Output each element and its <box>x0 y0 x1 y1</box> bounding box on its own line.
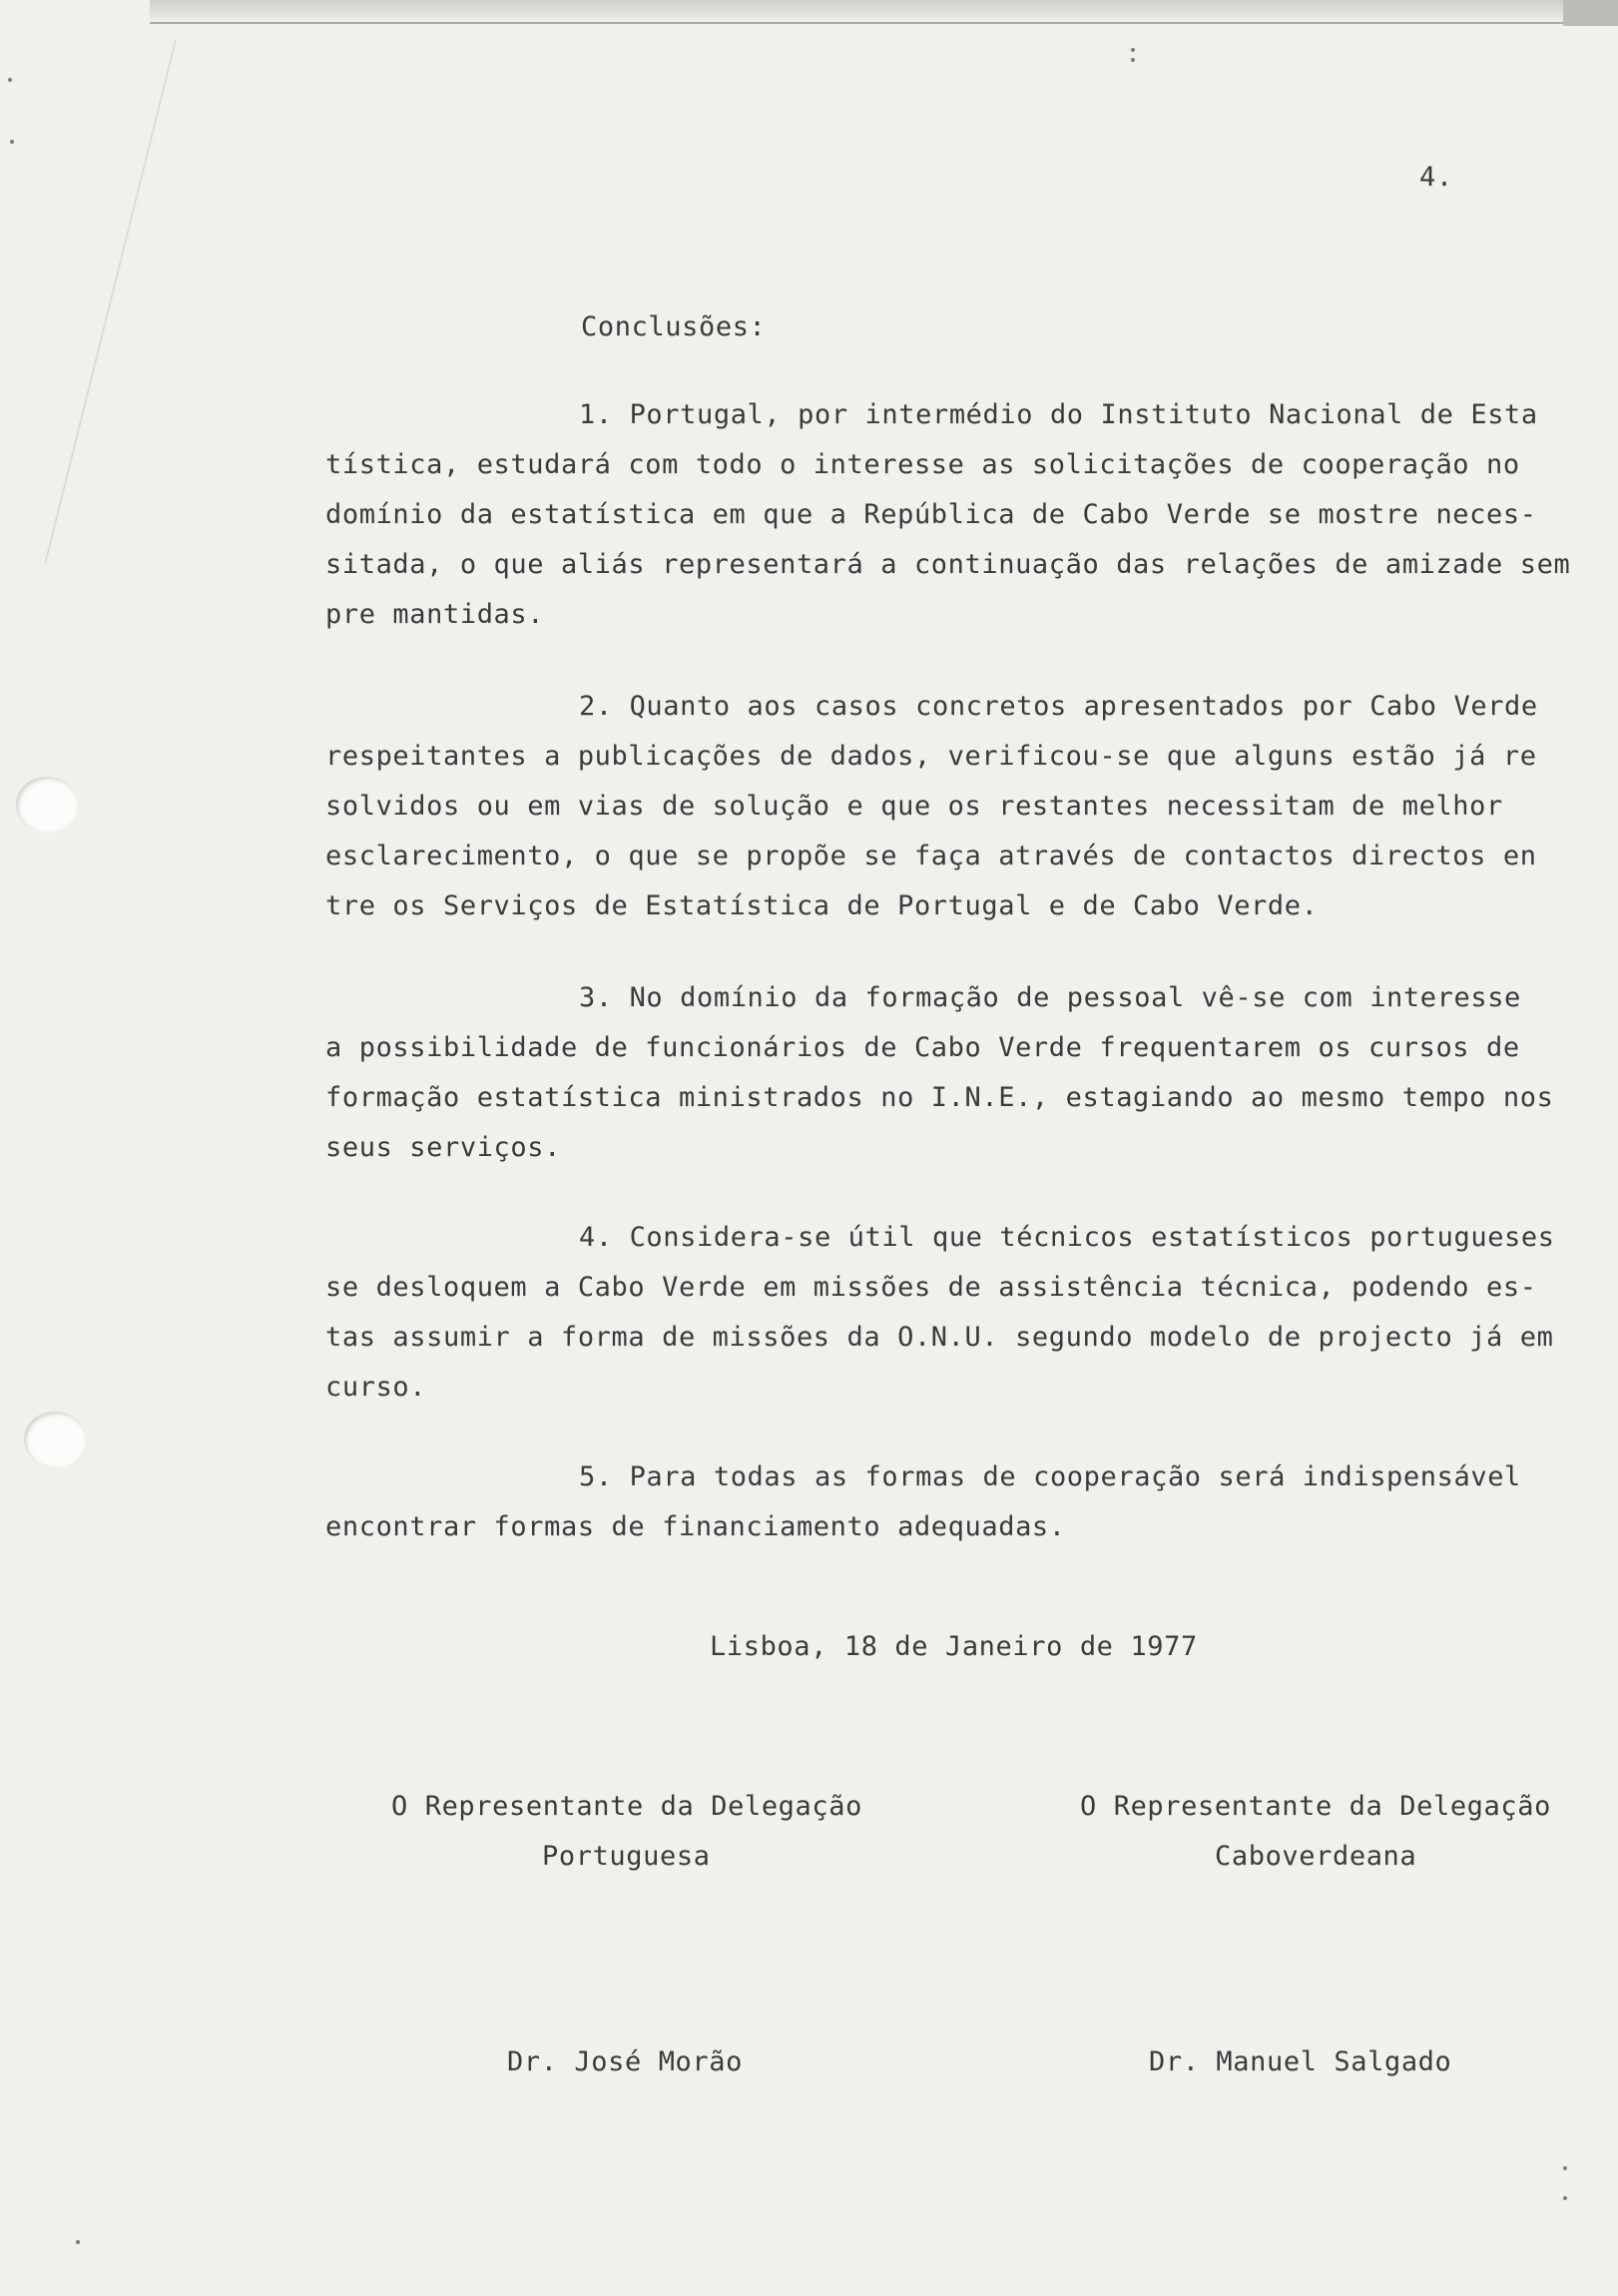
paragraph-4-line-4: curso. <box>325 1372 427 1403</box>
scan-top-corner <box>1563 0 1618 26</box>
section-heading: Conclusões: <box>581 311 767 342</box>
paragraph-2-line-5: tre os Serviços de Estatística de Portugal e de Cabo Verde. <box>325 890 1319 921</box>
paragraph-1-line-5: pre mantidas. <box>325 599 545 630</box>
paragraph-3-line-3: formação estatística ministrados no I.N.E., estagiando ao mesmo tempo nos <box>325 1082 1554 1113</box>
scan-top-edge <box>150 0 1567 24</box>
paragraph-1-line-1: 1. Portugal, por intermédio do Instituto Nacional de Esta <box>579 399 1538 430</box>
paragraph-5-line-1: 5. Para todas as formas de cooperação será indispensável <box>579 1461 1521 1492</box>
paragraph-4-line-3: tas assumir a forma de missões da O.N.U. segundo modelo de projecto já em <box>325 1322 1554 1353</box>
paragraph-3-line-2: a possibilidade de funcionários de Cabo Verde frequentarem os cursos de <box>325 1032 1520 1063</box>
paragraph-2-line-4: esclarecimento, o que se propõe se faça através de contactos directos en <box>325 841 1537 871</box>
left-signatory-title: O Representante da Delegação <box>391 1791 862 1822</box>
paragraph-3-line-1: 3. No domínio da formação de pessoal vê-se com interesse <box>579 982 1521 1013</box>
right-signatory-delegation: Caboverdeana <box>1215 1841 1417 1872</box>
paper-fold-line <box>44 40 177 563</box>
scan-speck <box>1563 2166 1567 2170</box>
scan-speck <box>1131 58 1135 62</box>
right-signatory-title: O Representante da Delegação <box>1080 1791 1551 1822</box>
page-number: 4. <box>1419 162 1453 193</box>
paragraph-1-line-3: domínio da estatística em que a República de Cabo Verde se mostre neces- <box>325 499 1537 530</box>
punch-hole <box>16 777 78 833</box>
scan-speck <box>10 140 14 144</box>
right-signatory-name: Dr. Manuel Salgado <box>1149 2046 1452 2077</box>
left-signatory-name: Dr. José Morão <box>507 2046 743 2077</box>
paragraph-4-line-2: se desloquem a Cabo Verde em missões de assistência técnica, podendo es- <box>325 1272 1537 1303</box>
scan-speck <box>8 78 12 82</box>
scan-speck <box>1563 2196 1567 2200</box>
paragraph-2-line-1: 2. Quanto aos casos concretos apresentados por Cabo Verde <box>579 691 1538 722</box>
place-and-date: Lisboa, 18 de Janeiro de 1977 <box>710 1631 1198 1662</box>
paragraph-4-line-1: 4. Considera-se útil que técnicos estatísticos portugueses <box>579 1222 1555 1253</box>
paragraph-3-line-4: seus serviços. <box>325 1132 561 1163</box>
scan-speck <box>1131 48 1135 52</box>
paragraph-5-line-2: encontrar formas de financiamento adequadas. <box>325 1511 1066 1542</box>
punch-hole <box>24 1412 86 1467</box>
scan-speck <box>76 2240 80 2244</box>
left-signatory-delegation: Portuguesa <box>542 1841 711 1872</box>
paragraph-1-line-4: sitada, o que aliás representará a continuação das relações de amizade sem <box>325 549 1571 580</box>
paragraph-2-line-2: respeitantes a publicações de dados, verificou-se que alguns estão já re <box>325 741 1537 772</box>
paragraph-1-line-2: tística, estudará com todo o interesse as solicitações de cooperação no <box>325 449 1520 480</box>
paragraph-2-line-3: solvidos ou em vias de solução e que os restantes necessitam de melhor <box>325 791 1503 822</box>
